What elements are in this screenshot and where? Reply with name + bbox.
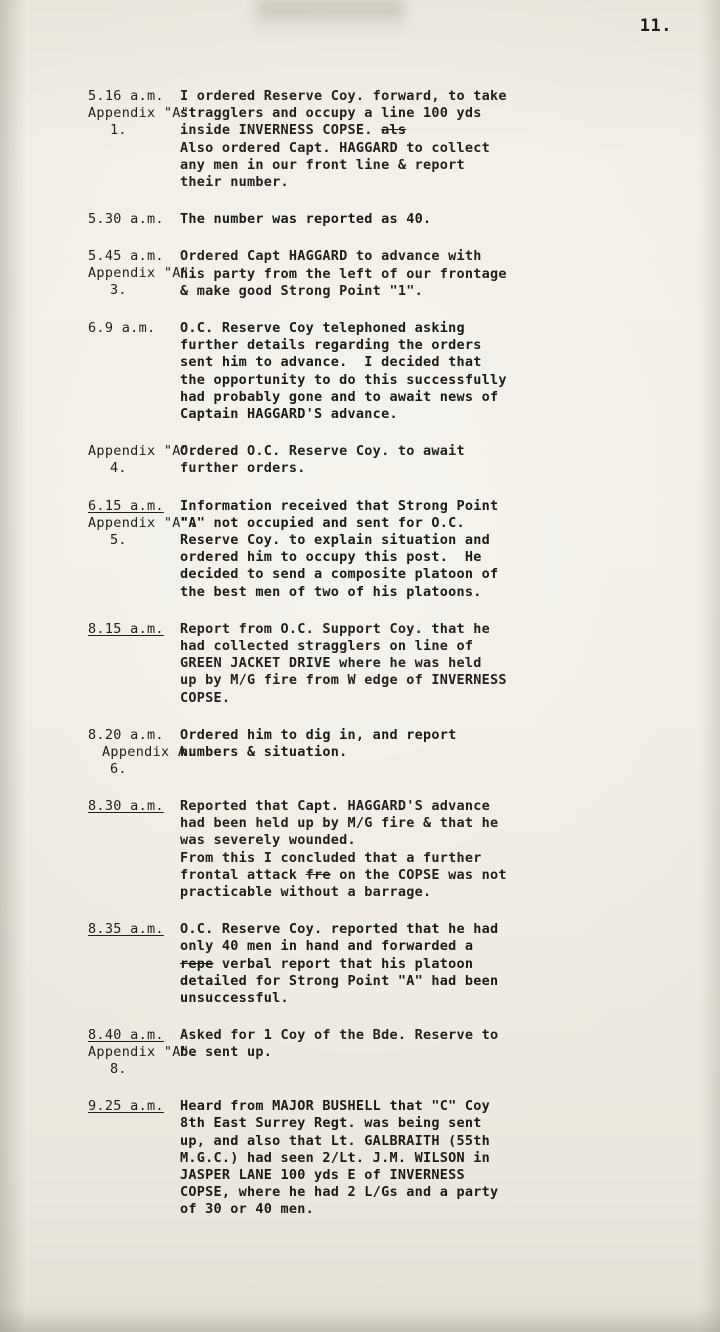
entry-text-line: up, and also that Lt. GALBRAITH (55th: [180, 1132, 490, 1149]
diary-entry: [0, 443, 720, 477]
entry-text-column: [180, 320, 720, 423]
entry-time-line: Appendix "A".: [88, 514, 198, 531]
entry-time-column: [0, 798, 180, 815]
entry-text-line: had been held up by M/G fire & that he: [180, 815, 499, 832]
entry-time-column: [0, 320, 180, 337]
entry-text-column: [180, 1098, 720, 1218]
diary-entry: [0, 621, 720, 707]
entry-text-line: Report from O.C. Support Coy. that he: [180, 620, 490, 637]
entry-text-column: [180, 621, 720, 707]
entry-time-column: [0, 211, 180, 228]
entry-text-line: stragglers and occupy a line 100 yds: [180, 105, 482, 122]
entry-text-line: Heard from MAJOR BUSHELL that "C" Coy: [180, 1098, 490, 1115]
entry-time-line: Appendix "A".: [88, 443, 198, 460]
entry-text-line: only 40 men in hand and forwarded a: [180, 938, 474, 955]
entry-text-line: O.C. Reserve Coy. reported that he had: [180, 921, 499, 938]
entry-text-line: any men in our front line & report: [180, 156, 465, 173]
entry-text-line: M.G.C.) had seen 2/Lt. J.M. WILSON in: [180, 1149, 490, 1166]
entry-time-line: 3.: [110, 282, 127, 299]
entry-text-line: 8th East Surrey Regt. was being sent: [180, 1115, 482, 1132]
entry-time-line: 1.: [110, 122, 127, 138]
entry-time-column: [0, 443, 198, 477]
entry-text-line: the opportunity to do this successfully: [180, 371, 507, 388]
entry-text-line: had probably gone and to await news of: [180, 388, 499, 405]
diary-entry: [0, 727, 720, 778]
entry-text-line: further orders.: [180, 460, 306, 477]
entry-text-column: [180, 88, 720, 191]
entry-text-line: & make good Strong Point "1".: [180, 282, 423, 299]
entry-time-line: 8.35 a.m.: [88, 921, 164, 938]
entry-text-line: practicable without a barrage.: [180, 883, 432, 900]
struck-text: als: [381, 122, 407, 139]
entry-text-line: was severely wounded.: [180, 832, 356, 849]
entry-time-column: [0, 248, 198, 299]
entry-text-line: O.C. Reserve Coy telephoned asking: [180, 320, 465, 337]
entry-text-line: numbers & situation.: [180, 744, 348, 761]
entry-text-line: Ordered Capt HAGGARD to advance with: [180, 248, 482, 265]
entry-time-column: [0, 921, 180, 938]
entry-text-column: [180, 498, 720, 601]
entry-text-line: From this I concluded that a further: [180, 849, 482, 866]
entry-text-line: Information received that Strong Point: [180, 497, 499, 514]
entry-text-line: Also ordered Capt. HAGGARD to collect: [180, 139, 490, 156]
entry-time-column: [0, 497, 198, 549]
entry-time-line: 6.: [110, 760, 127, 777]
entry-text-column: [180, 443, 720, 477]
entry-text-line: their number.: [180, 174, 289, 191]
entry-time-line: 5.45 a.m.: [88, 248, 164, 265]
entry-text-line: up by M/G fire from W edge of INVERNESS: [180, 672, 507, 689]
entry-text-line: COPSE, where he had 2 L/Gs and a party: [180, 1184, 499, 1201]
entry-time-line: Appendix A.: [102, 743, 195, 760]
entry-text-line: JASPER LANE 100 yds E of INVERNESS: [180, 1166, 465, 1183]
paper-smudge: [255, 0, 405, 34]
diary-entry: [0, 1098, 720, 1218]
entry-time-line: 4.: [110, 460, 127, 477]
struck-text: repe: [180, 955, 214, 972]
war-diary-entries: [0, 88, 720, 1239]
entry-time-line: 8.40 a.m.: [88, 1027, 164, 1044]
diary-entry: [0, 1027, 720, 1078]
entry-time-line: 5.16 a.m.: [88, 88, 164, 104]
entry-time-line: 6.9 a.m.: [88, 320, 156, 337]
diary-entry: [0, 798, 720, 901]
entry-text-line: Ordered O.C. Reserve Coy. to await: [180, 443, 465, 460]
entry-text-column: [180, 727, 720, 761]
entry-text-line: GREEN JACKET DRIVE where he was held: [180, 655, 482, 672]
diary-entry: [0, 921, 720, 1007]
paper-edge-bottom: [0, 1306, 720, 1332]
entry-text-line: frontal attack fre on the COPSE was not: [180, 866, 507, 883]
entry-text-line: "A" not occupied and sent for O.C.: [180, 514, 465, 531]
entry-text-line: detailed for Strong Point "A" had been: [180, 972, 499, 989]
entry-time-column: [0, 726, 195, 778]
struck-text: fre: [305, 866, 331, 883]
diary-entry: [0, 88, 720, 191]
entry-time-line: 8.20 a.m.: [88, 726, 164, 743]
entry-text-line: further details regarding the orders: [180, 337, 482, 354]
entry-text-line: sent him to advance. I decided that: [180, 354, 482, 371]
entry-time-line: 8.30 a.m.: [88, 797, 164, 814]
entry-time-line: 8.15 a.m.: [88, 620, 164, 637]
entry-text-line: repe verbal report that his platoon: [180, 955, 474, 972]
entry-time-column: [0, 621, 180, 638]
entry-text-line: be sent up.: [180, 1044, 273, 1061]
entry-text-line: unsuccessful.: [180, 989, 289, 1006]
entry-text-line: COPSE.: [180, 689, 231, 706]
entry-text-line: The number was reported as 40.: [180, 211, 432, 228]
diary-entry: [0, 211, 720, 228]
page-number: 11.: [639, 16, 672, 36]
entry-time-line: 8.: [110, 1061, 127, 1078]
entry-text-column: [180, 798, 720, 901]
entry-text-column: [180, 1027, 720, 1061]
entry-text-line: Asked for 1 Coy of the Bde. Reserve to: [180, 1027, 499, 1044]
entry-text-line: Reported that Capt. HAGGARD'S advance: [180, 797, 490, 814]
entry-time-column: [0, 88, 198, 139]
diary-entry: [0, 248, 720, 300]
entry-time-line: Appendix "A".: [88, 105, 198, 121]
entry-text-line: I ordered Reserve Coy. forward, to take: [180, 88, 507, 104]
entry-time-line: 5.: [110, 531, 127, 548]
entry-time-line: 9.25 a.m.: [88, 1098, 164, 1115]
entry-text-line: inside INVERNESS COPSE. als: [180, 122, 407, 139]
entry-text-column: [180, 248, 720, 300]
entry-text-line: Ordered him to dig in, and report: [180, 726, 457, 743]
entry-text-line: of 30 or 40 men.: [180, 1201, 315, 1218]
entry-text-line: the best men of two of his platoons.: [180, 583, 482, 600]
entry-time-line: Appendix "A".: [88, 265, 198, 282]
entry-text-line: his party from the left of our frontage: [180, 265, 507, 282]
entry-time-column: [0, 1027, 198, 1078]
entry-time-line: 5.30 a.m.: [88, 211, 164, 228]
entry-time-line: 6.15 a.m.: [88, 497, 164, 514]
entry-time-column: [0, 1098, 180, 1115]
diary-entry: [0, 320, 720, 423]
entry-time-line: Appendix "A".: [88, 1044, 198, 1061]
entry-text-line: had collected stragglers on line of: [180, 638, 474, 655]
entry-text-line: decided to send a composite platoon of: [180, 566, 499, 583]
entry-text-line: ordered him to occupy this post. He: [180, 549, 482, 566]
diary-entry: [0, 498, 720, 601]
entry-text-line: Reserve Coy. to explain situation and: [180, 532, 490, 549]
entry-text-column: [180, 211, 720, 228]
entry-text-column: [180, 921, 720, 1007]
entry-text-line: Captain HAGGARD'S advance.: [180, 406, 398, 423]
